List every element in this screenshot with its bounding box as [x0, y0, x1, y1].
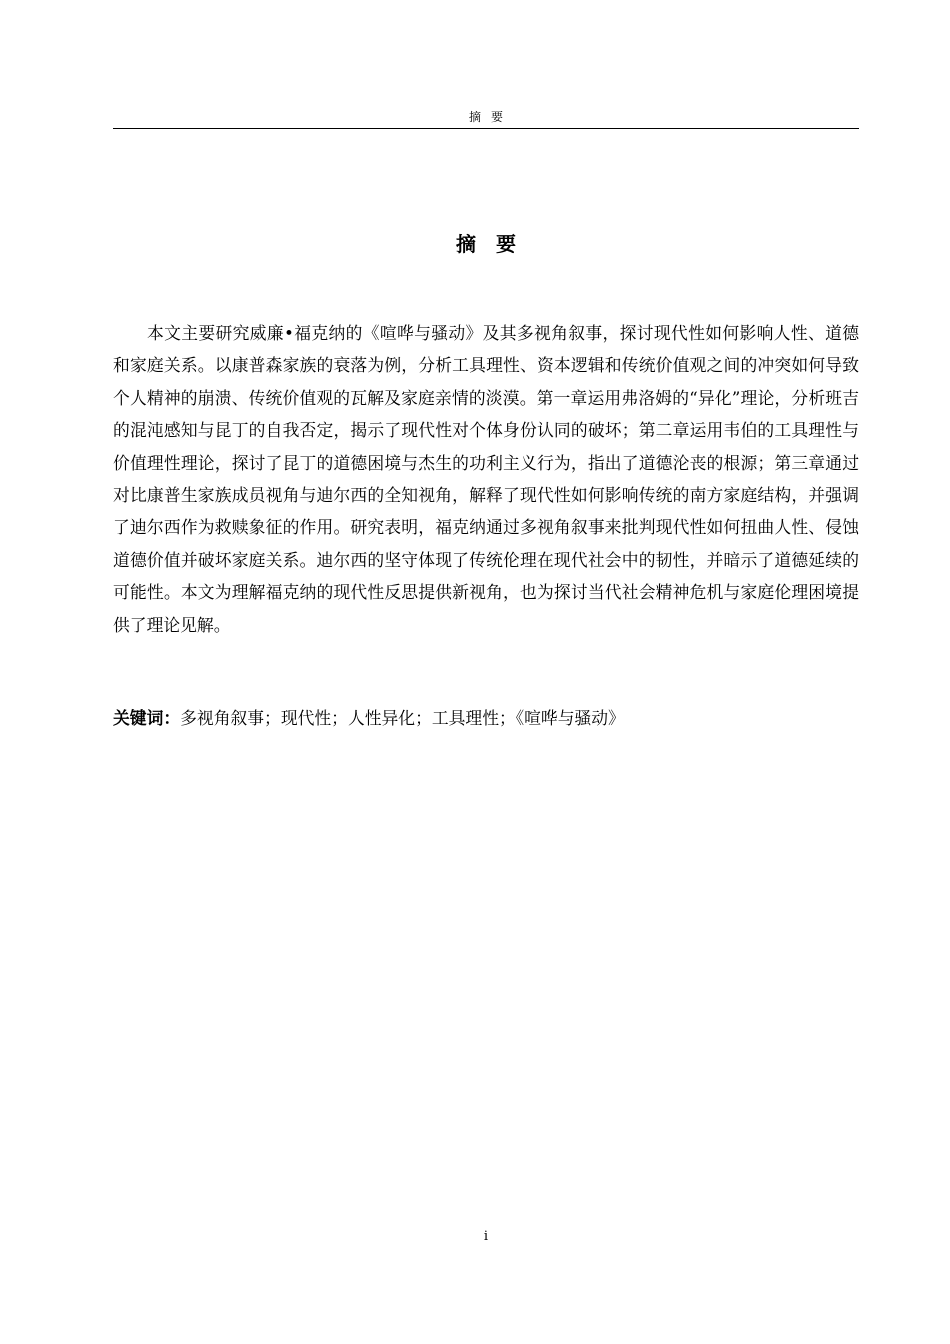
running-header: 摘要: [468, 110, 513, 124]
keywords-line: [113, 702, 859, 734]
abstract-body: 本文主要研究威廉•福克纳的《喧哗与骚动》及其多视角叙事，探讨现代性如何影响人性、道德和家庭关系。以康普森家族的衰落为例，分析工具理性、资本逻辑和传统价值观之间的冲突如何导致个人精神的崩溃、传统价值观的瓦解及家庭亲情的淡漠。第一章运用弗洛姆的“异化”理论，分析班吉的混沌感知与昆丁的自我否定，揭示了现代性对个体身份认同的破坏；第二章运用韦伯的工具理性与价值理性理论，探讨了昆丁的道德困境与杰生的功利主义行为，指出了道德沦丧的根源；第三章通过对比康普生家族成员视角与迪尔西的全知视角，解释了现代性如何影响传统的南方家庭结构，并强调了迪尔西作为救赎象征的作用。研究表明，福克纳通过多视角叙事来批判现代性如何扭曲人性、侵蚀道德价值并破坏家庭关系。迪尔西的坚守体现了传统伦理在现代社会中的韧性，并暗示了道德延续的可能性。本文为理解福克纳的现代性反思提供新视角，也为探讨当代社会精神危机与家庭伦理困境提供了理论见解。: [113, 323, 859, 635]
page-number: i: [483, 1229, 489, 1244]
keywords-label: 关键词：: [113, 708, 181, 728]
keywords-text: 多视角叙事；现代性；人性异化；工具理性；《喧哗与骚动》: [180, 708, 625, 728]
header-rule: [113, 128, 859, 129]
abstract-title: 摘要: [456, 232, 536, 256]
